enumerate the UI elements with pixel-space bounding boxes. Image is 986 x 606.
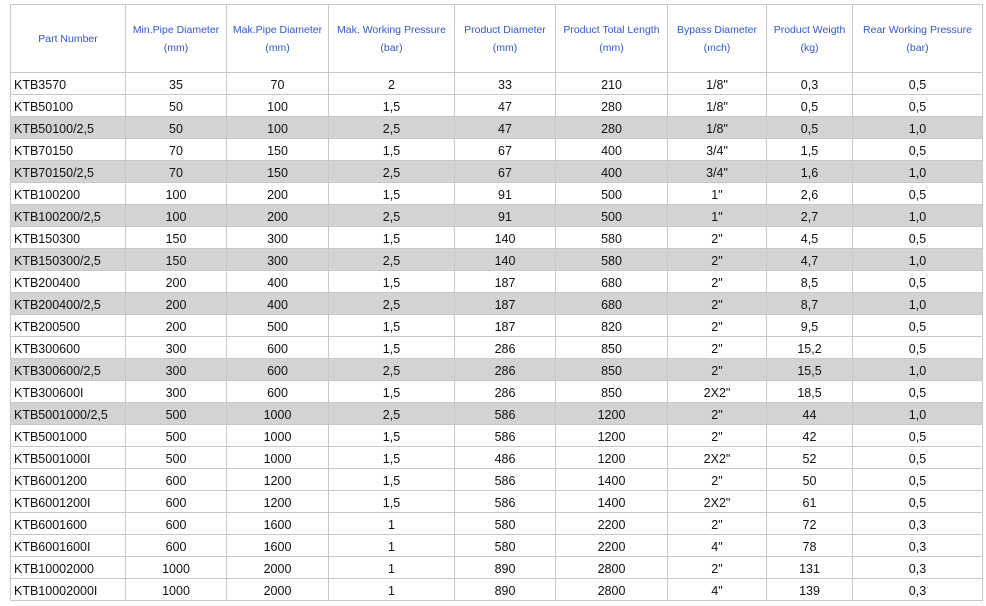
column-header-label: Bypass Diameter: [677, 23, 757, 36]
table-cell-product-total-length: 500: [556, 205, 668, 227]
table-cell-product-weigth: 72: [767, 513, 853, 535]
table-cell-product-diameter: 187: [455, 293, 556, 315]
table-cell-product-total-length: 400: [556, 139, 668, 161]
table-cell-rear-working-pressure: 0,5: [853, 381, 983, 403]
table-cell-mak-pipe-diameter: 600: [227, 337, 329, 359]
column-header-min-pipe-diameter: [126, 5, 227, 73]
part-number-cell: KTB300600I: [11, 381, 126, 403]
column-header-label: Mak.Pipe Diameter: [232, 23, 323, 36]
part-number-cell: KTB100200: [11, 183, 126, 205]
table-cell-product-diameter: 286: [455, 337, 556, 359]
table-cell-product-diameter: 140: [455, 249, 556, 271]
part-number-cell: KTB50100/2,5: [11, 117, 126, 139]
table-cell-product-weigth: 2,6: [767, 183, 853, 205]
column-header-unit: (mm): [492, 41, 518, 54]
table-cell-rear-working-pressure: 0,5: [853, 73, 983, 95]
table-cell-bypass-diameter: 2": [668, 425, 767, 447]
table-cell-product-total-length: 820: [556, 315, 668, 337]
table-cell-bypass-diameter: 4": [668, 579, 767, 601]
table-cell-product-total-length: 680: [556, 271, 668, 293]
table-cell-min-pipe-diameter: 150: [126, 249, 227, 271]
table-row: [11, 139, 983, 161]
table-cell-rear-working-pressure: 1,0: [853, 117, 983, 139]
table-cell-bypass-diameter: 2": [668, 403, 767, 425]
table-cell-rear-working-pressure: 0,5: [853, 447, 983, 469]
part-number-cell: KTB300600/2,5: [11, 359, 126, 381]
table-cell-mak-working-pressure: 1,5: [329, 271, 455, 293]
table-cell-min-pipe-diameter: 300: [126, 359, 227, 381]
table-cell-product-total-length: 1200: [556, 447, 668, 469]
table-row: [11, 315, 983, 337]
column-header-unit: (mm): [265, 41, 290, 54]
part-number-cell: KTB6001600: [11, 513, 126, 535]
table-cell-product-total-length: 2800: [556, 557, 668, 579]
column-header-product-weigth: [767, 5, 853, 73]
table-cell-rear-working-pressure: 0,5: [853, 337, 983, 359]
table-row: [11, 469, 983, 491]
table-cell-mak-pipe-diameter: 2000: [227, 557, 329, 579]
table-cell-min-pipe-diameter: 500: [126, 447, 227, 469]
part-number-cell: KTB6001200I: [11, 491, 126, 513]
table-cell-min-pipe-diameter: 300: [126, 381, 227, 403]
column-header-label: Product Total Length: [563, 23, 660, 36]
table-cell-mak-working-pressure: 1,5: [329, 183, 455, 205]
table-cell-min-pipe-diameter: 500: [126, 403, 227, 425]
table-cell-bypass-diameter: 2": [668, 293, 767, 315]
part-number-cell: KTB150300: [11, 227, 126, 249]
table-cell-min-pipe-diameter: 35: [126, 73, 227, 95]
table-cell-mak-working-pressure: 2,5: [329, 205, 455, 227]
table-cell-min-pipe-diameter: 100: [126, 205, 227, 227]
table-cell-mak-working-pressure: 1: [329, 557, 455, 579]
table-cell-product-diameter: 187: [455, 315, 556, 337]
table-row: [11, 293, 983, 315]
table-cell-product-diameter: 586: [455, 469, 556, 491]
table-cell-mak-pipe-diameter: 70: [227, 73, 329, 95]
table-cell-mak-pipe-diameter: 100: [227, 95, 329, 117]
table-cell-mak-working-pressure: 1,5: [329, 381, 455, 403]
table-cell-mak-pipe-diameter: 200: [227, 205, 329, 227]
table-cell-mak-pipe-diameter: 1200: [227, 491, 329, 513]
table-cell-mak-working-pressure: 2,5: [329, 117, 455, 139]
table-cell-product-weigth: 50: [767, 469, 853, 491]
part-number-cell: KTB3570: [11, 73, 126, 95]
table-cell-product-diameter: 580: [455, 513, 556, 535]
table-cell-product-total-length: 400: [556, 161, 668, 183]
table-cell-bypass-diameter: 1/8": [668, 73, 767, 95]
table-cell-bypass-diameter: 2X2": [668, 447, 767, 469]
table-cell-min-pipe-diameter: 70: [126, 161, 227, 183]
column-header-label: Mak. Working Pressure: [337, 23, 446, 36]
table-cell-product-total-length: 850: [556, 381, 668, 403]
table-cell-min-pipe-diameter: 1000: [126, 557, 227, 579]
table-cell-mak-pipe-diameter: 1000: [227, 425, 329, 447]
table-cell-rear-working-pressure: 1,0: [853, 293, 983, 315]
table-cell-mak-pipe-diameter: 1600: [227, 535, 329, 557]
table-cell-product-weigth: 1,6: [767, 161, 853, 183]
table-cell-mak-working-pressure: 1,5: [329, 95, 455, 117]
table-cell-min-pipe-diameter: 200: [126, 315, 227, 337]
table-cell-mak-working-pressure: 1,5: [329, 447, 455, 469]
table-cell-mak-working-pressure: 2,5: [329, 161, 455, 183]
table-cell-mak-working-pressure: 2: [329, 73, 455, 95]
table-cell-mak-pipe-diameter: 1000: [227, 447, 329, 469]
table-cell-min-pipe-diameter: 100: [126, 183, 227, 205]
table-row: [11, 447, 983, 469]
table-cell-min-pipe-diameter: 50: [126, 95, 227, 117]
table-cell-min-pipe-diameter: 600: [126, 469, 227, 491]
table-cell-product-total-length: 580: [556, 249, 668, 271]
table-cell-bypass-diameter: 4": [668, 535, 767, 557]
table-cell-bypass-diameter: 2": [668, 513, 767, 535]
column-header-label: Product Diameter: [464, 23, 546, 36]
table-cell-bypass-diameter: 2": [668, 249, 767, 271]
table-row: [11, 403, 983, 425]
table-cell-product-weigth: 4,7: [767, 249, 853, 271]
table-row: [11, 557, 983, 579]
table-cell-bypass-diameter: 2": [668, 557, 767, 579]
table-row: [11, 183, 983, 205]
part-number-cell: KTB200400/2,5: [11, 293, 126, 315]
table-cell-mak-working-pressure: 1: [329, 535, 455, 557]
table-cell-rear-working-pressure: 0,5: [853, 491, 983, 513]
spec-table: [10, 4, 983, 601]
column-header-mak-working-pressure: [329, 5, 455, 73]
table-cell-mak-working-pressure: 1,5: [329, 469, 455, 491]
table-cell-min-pipe-diameter: 500: [126, 425, 227, 447]
column-header-unit: (mm): [599, 41, 624, 54]
table-row: [11, 205, 983, 227]
column-header-label: Part Number: [38, 32, 98, 45]
table-cell-product-total-length: 2200: [556, 535, 668, 557]
table-cell-product-weigth: 61: [767, 491, 853, 513]
part-number-cell: KTB200400: [11, 271, 126, 293]
table-row: [11, 579, 983, 601]
table-cell-product-total-length: 580: [556, 227, 668, 249]
table-row: [11, 249, 983, 271]
table-cell-product-diameter: 187: [455, 271, 556, 293]
table-cell-product-weigth: 8,5: [767, 271, 853, 293]
table-cell-mak-working-pressure: 1,5: [329, 425, 455, 447]
table-cell-product-weigth: 131: [767, 557, 853, 579]
table-cell-mak-pipe-diameter: 600: [227, 381, 329, 403]
table-cell-rear-working-pressure: 1,0: [853, 249, 983, 271]
table-cell-mak-pipe-diameter: 150: [227, 139, 329, 161]
column-header-label: Min.Pipe Diameter: [132, 23, 220, 36]
table-cell-rear-working-pressure: 0,5: [853, 271, 983, 293]
table-cell-mak-working-pressure: 2,5: [329, 293, 455, 315]
part-number-cell: KTB5001000: [11, 425, 126, 447]
table-cell-bypass-diameter: 2": [668, 469, 767, 491]
table-cell-product-diameter: 586: [455, 491, 556, 513]
table-cell-rear-working-pressure: 1,0: [853, 205, 983, 227]
table-cell-product-weigth: 78: [767, 535, 853, 557]
table-cell-mak-working-pressure: 2,5: [329, 249, 455, 271]
table-row: [11, 381, 983, 403]
table-cell-bypass-diameter: 1/8": [668, 117, 767, 139]
table-cell-rear-working-pressure: 0,5: [853, 315, 983, 337]
table-cell-min-pipe-diameter: 300: [126, 337, 227, 359]
part-number-cell: KTB300600: [11, 337, 126, 359]
table-cell-product-weigth: 0,5: [767, 117, 853, 139]
table-cell-product-weigth: 44: [767, 403, 853, 425]
table-cell-mak-working-pressure: 1: [329, 513, 455, 535]
column-header-bypass-diameter: [668, 5, 767, 73]
table-cell-product-diameter: 91: [455, 183, 556, 205]
table-cell-product-weigth: 42: [767, 425, 853, 447]
part-number-cell: KTB10002000: [11, 557, 126, 579]
column-header-unit: (kg): [800, 41, 819, 54]
table-cell-product-weigth: 8,7: [767, 293, 853, 315]
column-header-product-diameter: [455, 5, 556, 73]
table-cell-product-diameter: 890: [455, 557, 556, 579]
table-cell-product-weigth: 2,7: [767, 205, 853, 227]
table-cell-bypass-diameter: 2": [668, 271, 767, 293]
table-cell-product-weigth: 139: [767, 579, 853, 601]
column-header-unit: (mm): [163, 41, 189, 54]
table-cell-mak-pipe-diameter: 2000: [227, 579, 329, 601]
table-cell-rear-working-pressure: 0,3: [853, 579, 983, 601]
table-cell-product-total-length: 680: [556, 293, 668, 315]
table-cell-product-diameter: 586: [455, 403, 556, 425]
table-cell-product-diameter: 47: [455, 117, 556, 139]
table-cell-bypass-diameter: 1/8": [668, 95, 767, 117]
part-number-cell: KTB10002000I: [11, 579, 126, 601]
table-row: [11, 359, 983, 381]
table-cell-product-diameter: 67: [455, 161, 556, 183]
column-header-label: Product Weigth: [773, 23, 846, 36]
table-cell-rear-working-pressure: 0,5: [853, 227, 983, 249]
table-cell-product-total-length: 1400: [556, 491, 668, 513]
table-cell-mak-pipe-diameter: 200: [227, 183, 329, 205]
table-cell-product-total-length: 280: [556, 95, 668, 117]
table-row: [11, 73, 983, 95]
table-cell-bypass-diameter: 3/4": [668, 161, 767, 183]
table-cell-product-weigth: 0,5: [767, 95, 853, 117]
table-row: [11, 95, 983, 117]
table-cell-product-weigth: 18,5: [767, 381, 853, 403]
table-cell-bypass-diameter: 2X2": [668, 381, 767, 403]
table-cell-mak-working-pressure: 1: [329, 579, 455, 601]
column-header-unit: (bar): [906, 41, 929, 54]
part-number-cell: KTB100200/2,5: [11, 205, 126, 227]
table-cell-mak-pipe-diameter: 1200: [227, 469, 329, 491]
part-number-cell: KTB50100: [11, 95, 126, 117]
table-cell-rear-working-pressure: 0,3: [853, 557, 983, 579]
table-cell-mak-pipe-diameter: 600: [227, 359, 329, 381]
column-header-unit: (bar): [380, 41, 403, 54]
part-number-cell: KTB6001200: [11, 469, 126, 491]
table-cell-mak-pipe-diameter: 300: [227, 249, 329, 271]
table-cell-product-total-length: 2200: [556, 513, 668, 535]
table-cell-rear-working-pressure: 0,5: [853, 95, 983, 117]
table-cell-bypass-diameter: 3/4": [668, 139, 767, 161]
part-number-cell: KTB200500: [11, 315, 126, 337]
table-cell-product-total-length: 280: [556, 117, 668, 139]
table-cell-min-pipe-diameter: 70: [126, 139, 227, 161]
table-cell-min-pipe-diameter: 150: [126, 227, 227, 249]
table-cell-product-diameter: 47: [455, 95, 556, 117]
table-cell-product-total-length: 210: [556, 73, 668, 95]
column-header-unit: (ınch): [703, 41, 731, 54]
table-cell-rear-working-pressure: 0,3: [853, 513, 983, 535]
table-cell-rear-working-pressure: 0,3: [853, 535, 983, 557]
table-body: [11, 73, 983, 601]
table-row: [11, 161, 983, 183]
table-cell-product-diameter: 33: [455, 73, 556, 95]
table-cell-rear-working-pressure: 1,0: [853, 403, 983, 425]
table-cell-mak-pipe-diameter: 1600: [227, 513, 329, 535]
table-cell-product-total-length: 1400: [556, 469, 668, 491]
table-cell-rear-working-pressure: 0,5: [853, 183, 983, 205]
part-number-cell: KTB5001000I: [11, 447, 126, 469]
table-cell-min-pipe-diameter: 600: [126, 491, 227, 513]
part-number-cell: KTB5001000/2,5: [11, 403, 126, 425]
table-cell-product-weigth: 52: [767, 447, 853, 469]
table-cell-mak-pipe-diameter: 400: [227, 271, 329, 293]
table-cell-min-pipe-diameter: 200: [126, 293, 227, 315]
column-header-part-number: [11, 5, 126, 73]
table-cell-rear-working-pressure: 0,5: [853, 425, 983, 447]
table-row: [11, 227, 983, 249]
part-number-cell: KTB6001600I: [11, 535, 126, 557]
table-cell-product-total-length: 850: [556, 359, 668, 381]
table-cell-product-total-length: 2800: [556, 579, 668, 601]
part-number-cell: KTB150300/2,5: [11, 249, 126, 271]
table-cell-mak-working-pressure: 2,5: [329, 359, 455, 381]
table-row: [11, 425, 983, 447]
table-cell-rear-working-pressure: 1,0: [853, 161, 983, 183]
table-row: [11, 117, 983, 139]
table-cell-min-pipe-diameter: 50: [126, 117, 227, 139]
table-cell-bypass-diameter: 2X2": [668, 491, 767, 513]
table-cell-rear-working-pressure: 0,5: [853, 469, 983, 491]
table-cell-mak-pipe-diameter: 1000: [227, 403, 329, 425]
table-cell-mak-pipe-diameter: 300: [227, 227, 329, 249]
column-header-mak-pipe-diameter: [227, 5, 329, 73]
table-cell-rear-working-pressure: 1,0: [853, 359, 983, 381]
table-cell-rear-working-pressure: 0,5: [853, 139, 983, 161]
table-cell-product-diameter: 580: [455, 535, 556, 557]
table-cell-min-pipe-diameter: 600: [126, 535, 227, 557]
table-row: [11, 513, 983, 535]
column-header-label: Rear Working Pressure: [863, 23, 972, 36]
part-number-cell: KTB70150/2,5: [11, 161, 126, 183]
table-row: [11, 491, 983, 513]
table-cell-product-diameter: 890: [455, 579, 556, 601]
table-cell-product-diameter: 67: [455, 139, 556, 161]
table-cell-product-total-length: 1200: [556, 403, 668, 425]
table-cell-product-total-length: 850: [556, 337, 668, 359]
table-cell-min-pipe-diameter: 600: [126, 513, 227, 535]
table-cell-bypass-diameter: 1": [668, 183, 767, 205]
table-cell-bypass-diameter: 2": [668, 359, 767, 381]
table-cell-product-weigth: 4,5: [767, 227, 853, 249]
table-cell-product-weigth: 0,3: [767, 73, 853, 95]
table-cell-product-diameter: 286: [455, 381, 556, 403]
table-cell-mak-working-pressure: 1,5: [329, 315, 455, 337]
table-cell-mak-working-pressure: 1,5: [329, 491, 455, 513]
table-cell-mak-working-pressure: 2,5: [329, 403, 455, 425]
table-cell-product-weigth: 15,2: [767, 337, 853, 359]
header-row: [11, 5, 983, 73]
table-cell-bypass-diameter: 1": [668, 205, 767, 227]
table-row: [11, 337, 983, 359]
table-cell-mak-pipe-diameter: 400: [227, 293, 329, 315]
table-cell-mak-working-pressure: 1,5: [329, 139, 455, 161]
table-cell-mak-working-pressure: 1,5: [329, 227, 455, 249]
table-cell-product-diameter: 586: [455, 425, 556, 447]
table-cell-product-total-length: 1200: [556, 425, 668, 447]
table-cell-mak-pipe-diameter: 150: [227, 161, 329, 183]
table-cell-mak-working-pressure: 1,5: [329, 337, 455, 359]
table-cell-product-total-length: 500: [556, 183, 668, 205]
table-cell-bypass-diameter: 2": [668, 315, 767, 337]
table-cell-product-weigth: 9,5: [767, 315, 853, 337]
table-cell-product-diameter: 91: [455, 205, 556, 227]
table-cell-product-diameter: 486: [455, 447, 556, 469]
table-cell-min-pipe-diameter: 1000: [126, 579, 227, 601]
table-cell-product-diameter: 286: [455, 359, 556, 381]
table-cell-product-diameter: 140: [455, 227, 556, 249]
table-row: [11, 271, 983, 293]
part-number-cell: KTB70150: [11, 139, 126, 161]
table-cell-product-weigth: 15,5: [767, 359, 853, 381]
table-row: [11, 535, 983, 557]
table-cell-bypass-diameter: 2": [668, 227, 767, 249]
table-cell-mak-pipe-diameter: 500: [227, 315, 329, 337]
column-header-product-total-length: [556, 5, 668, 73]
table-cell-product-weigth: 1,5: [767, 139, 853, 161]
table-cell-min-pipe-diameter: 200: [126, 271, 227, 293]
table-cell-mak-pipe-diameter: 100: [227, 117, 329, 139]
column-header-rear-working-pressure: [853, 5, 983, 73]
table-cell-bypass-diameter: 2": [668, 337, 767, 359]
